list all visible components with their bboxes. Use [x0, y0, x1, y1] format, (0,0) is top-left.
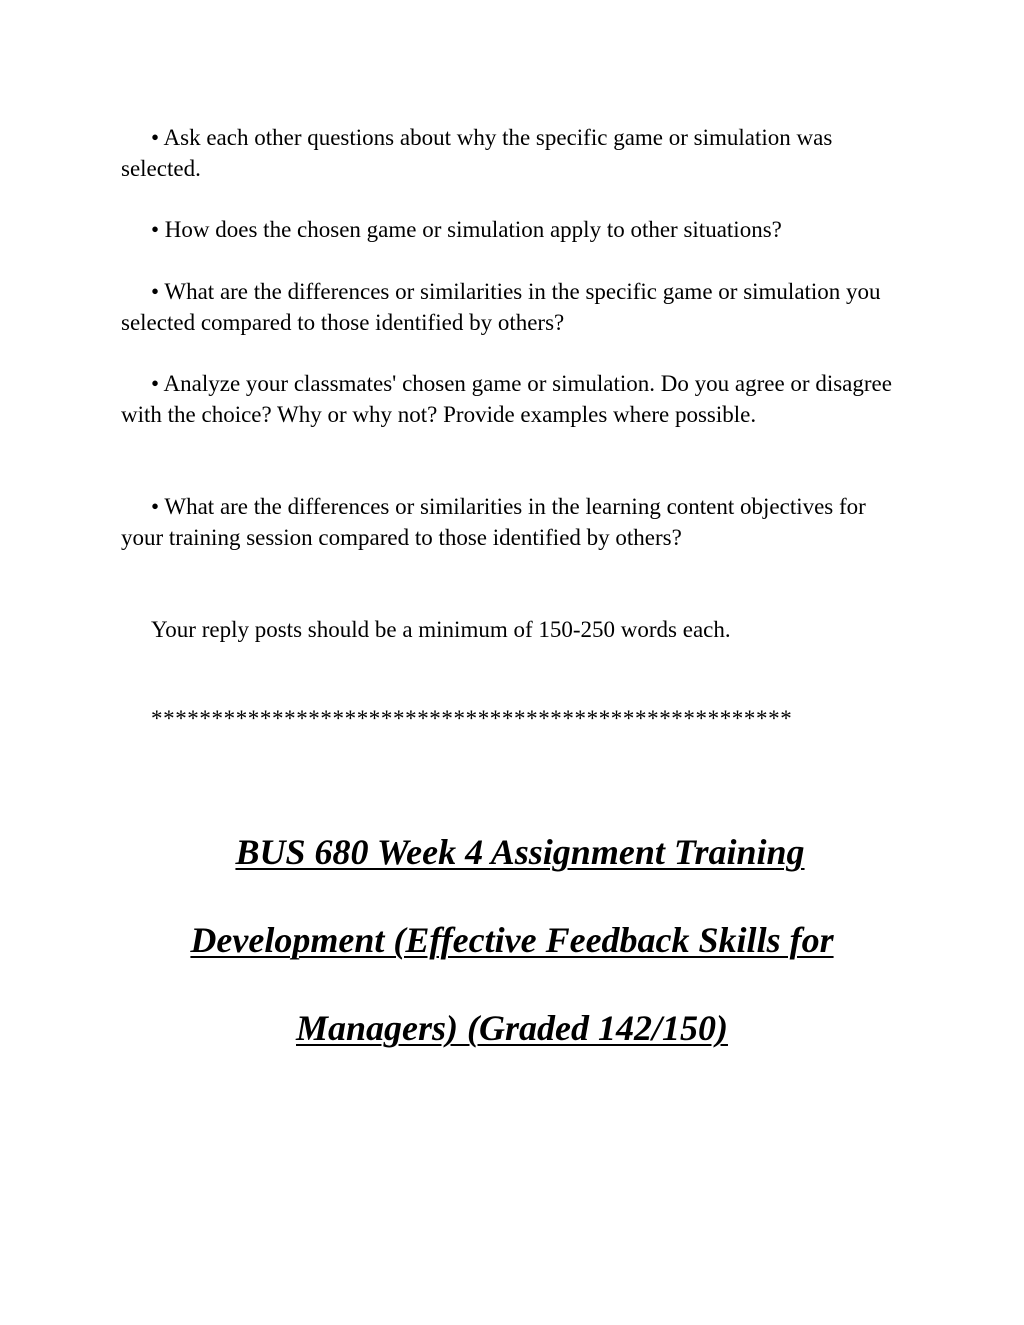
heading-line-3: Managers) (Graded 142/150) [296, 1008, 728, 1048]
heading-line-2: Development (Effective Feedback Skills for [190, 920, 834, 960]
bullet-differences-simulation: • What are the differences or similarities in the specific game or simulation you selected compared to those identified by others? [121, 279, 881, 335]
bullet-ask-questions: • Ask each other questions about why the specific game or simulation was selected. [121, 125, 833, 181]
bullet-differences-objectives: • What are the differences or similarities in the learning content objectives for your training session compared to those identified by others? [121, 494, 866, 550]
reply-requirement: Your reply posts should be a minimum of 150-250 words each. [151, 617, 731, 642]
separator-asterisks: ***************************************************** [151, 706, 793, 731]
bullet-analyze-classmates: • Analyze your classmates' chosen game or simulation. Do you agree or disagree with the choice? Why or why not? Provide examples where possible. [121, 371, 892, 427]
heading-line-1: BUS 680 Week 4 Assignment Training [235, 832, 805, 872]
bullet-apply-situations: • How does the chosen game or simulation apply to other situations? [151, 217, 782, 242]
